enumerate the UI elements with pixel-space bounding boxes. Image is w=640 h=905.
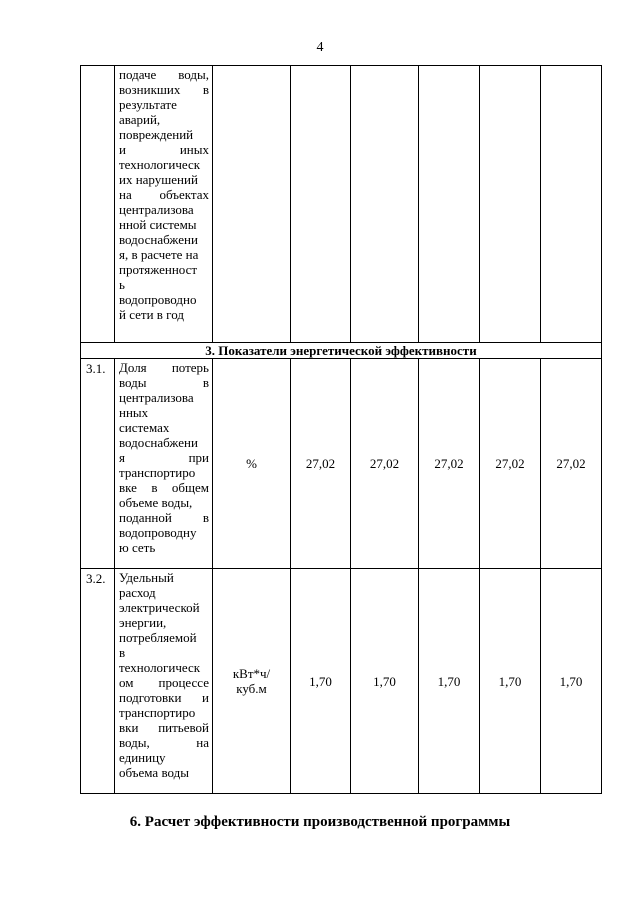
- indicator-text-line: воды в: [119, 375, 209, 390]
- indicator-text-line: результате: [119, 97, 177, 112]
- indicator-text-line: возникших в: [119, 82, 209, 97]
- indicator-text-line: ь: [119, 277, 125, 292]
- indicator-text-line: водопроводну: [119, 525, 197, 540]
- value-cell: 27,02: [541, 359, 602, 569]
- program-indicators-table: [80, 65, 602, 794]
- indicator-text-line: расход: [119, 585, 156, 600]
- continued-row-value-cell: [291, 66, 351, 343]
- indicator-text-line: повреждений: [119, 127, 194, 142]
- indicator-text-line: Удельный: [119, 570, 174, 585]
- indicator-text-line: Доля потерь: [119, 360, 209, 375]
- indicator-text-line: системах: [119, 420, 170, 435]
- indicator-name-cell: [115, 359, 213, 569]
- indicator-text-line: аварий,: [119, 112, 161, 127]
- table-row-3-1: [81, 359, 602, 569]
- indicator-text-line: их нарушений: [119, 172, 198, 187]
- continued-row-value-cell: [541, 66, 602, 343]
- indicator-text-line: технологическ: [119, 660, 201, 675]
- indicator-text-line: в: [119, 645, 126, 660]
- continued-row-value-cell: [351, 66, 419, 343]
- indicator-text-line: транспортиро: [119, 465, 196, 480]
- continued-row-unit-cell: [213, 66, 291, 343]
- indicator-text-line: водопроводно: [119, 292, 197, 307]
- unit-line: куб.м: [236, 681, 267, 696]
- value-cell: 1,70: [419, 569, 480, 794]
- indicator-text-line: ю сеть: [119, 540, 156, 555]
- continued-row: [81, 66, 602, 343]
- indicator-text-line: ом процессе: [119, 675, 209, 690]
- indicator-text-line: объема воды: [119, 765, 189, 780]
- row-number: 3.1.: [81, 359, 115, 569]
- indicator-text-line: потребляемой: [119, 630, 197, 645]
- continued-row-value-cell: [419, 66, 480, 343]
- indicator-text-line: технологическ: [119, 157, 201, 172]
- indicator-text-line: вки питьевой: [119, 720, 209, 735]
- indicator-text-line: подготовки и: [119, 690, 209, 705]
- indicator-text-line: нной системы: [119, 217, 197, 232]
- indicator-text-line: я, в расчете на: [119, 247, 199, 262]
- value-cell: 1,70: [351, 569, 419, 794]
- indicator-text-line: й сети в год: [119, 307, 184, 322]
- indicator-text-line: транспортиро: [119, 705, 196, 720]
- indicator-text-line: вке в общем: [119, 480, 209, 495]
- row-number: 3.2.: [81, 569, 115, 794]
- unit-cell: [213, 569, 291, 794]
- indicator-text-line: на объектах: [119, 187, 209, 202]
- indicator-text-line: централизова: [119, 202, 194, 217]
- indicator-text-line: водоснабжени: [119, 435, 198, 450]
- section-row: [81, 343, 602, 359]
- page-number: 4: [316, 40, 324, 55]
- indicator-text-line: и иных: [119, 142, 209, 157]
- indicator-text-line: воды, на: [119, 735, 209, 750]
- indicator-text-line: централизова: [119, 390, 194, 405]
- value-cell: 1,70: [480, 569, 541, 794]
- indicator-text-line: объеме воды,: [119, 495, 193, 510]
- indicator-text-line: электрической: [119, 600, 200, 615]
- value-cell: 27,02: [480, 359, 541, 569]
- table-row-3-2: [81, 569, 602, 794]
- indicator-text-line: единицу: [119, 750, 166, 765]
- indicator-text-line: протяженност: [119, 262, 198, 277]
- indicator-text-line: поданной в: [119, 510, 209, 525]
- unit-line: кВт*ч/: [232, 666, 271, 681]
- continued-row-indicator-cell: [115, 66, 213, 343]
- indicator-text-line: подаче воды,: [119, 67, 209, 82]
- value-cell: 27,02: [419, 359, 480, 569]
- indicator-text-line: нных: [119, 405, 149, 420]
- indicator-text-line: я при: [119, 450, 209, 465]
- indicator-text-line: энергии,: [119, 615, 167, 630]
- value-cell: 27,02: [291, 359, 351, 569]
- section-heading: 6. Расчет эффективности производственной программы: [129, 814, 511, 830]
- continued-row-value-cell: [480, 66, 541, 343]
- indicator-name-cell: [115, 569, 213, 794]
- value-cell: 1,70: [541, 569, 602, 794]
- value-cell: 1,70: [291, 569, 351, 794]
- indicator-text-line: водоснабжени: [119, 232, 198, 247]
- unit-cell: %: [213, 359, 291, 569]
- continued-row-number-cell: [81, 66, 115, 343]
- value-cell: 27,02: [351, 359, 419, 569]
- section-title: 3. Показатели энергетической эффективности: [81, 343, 602, 359]
